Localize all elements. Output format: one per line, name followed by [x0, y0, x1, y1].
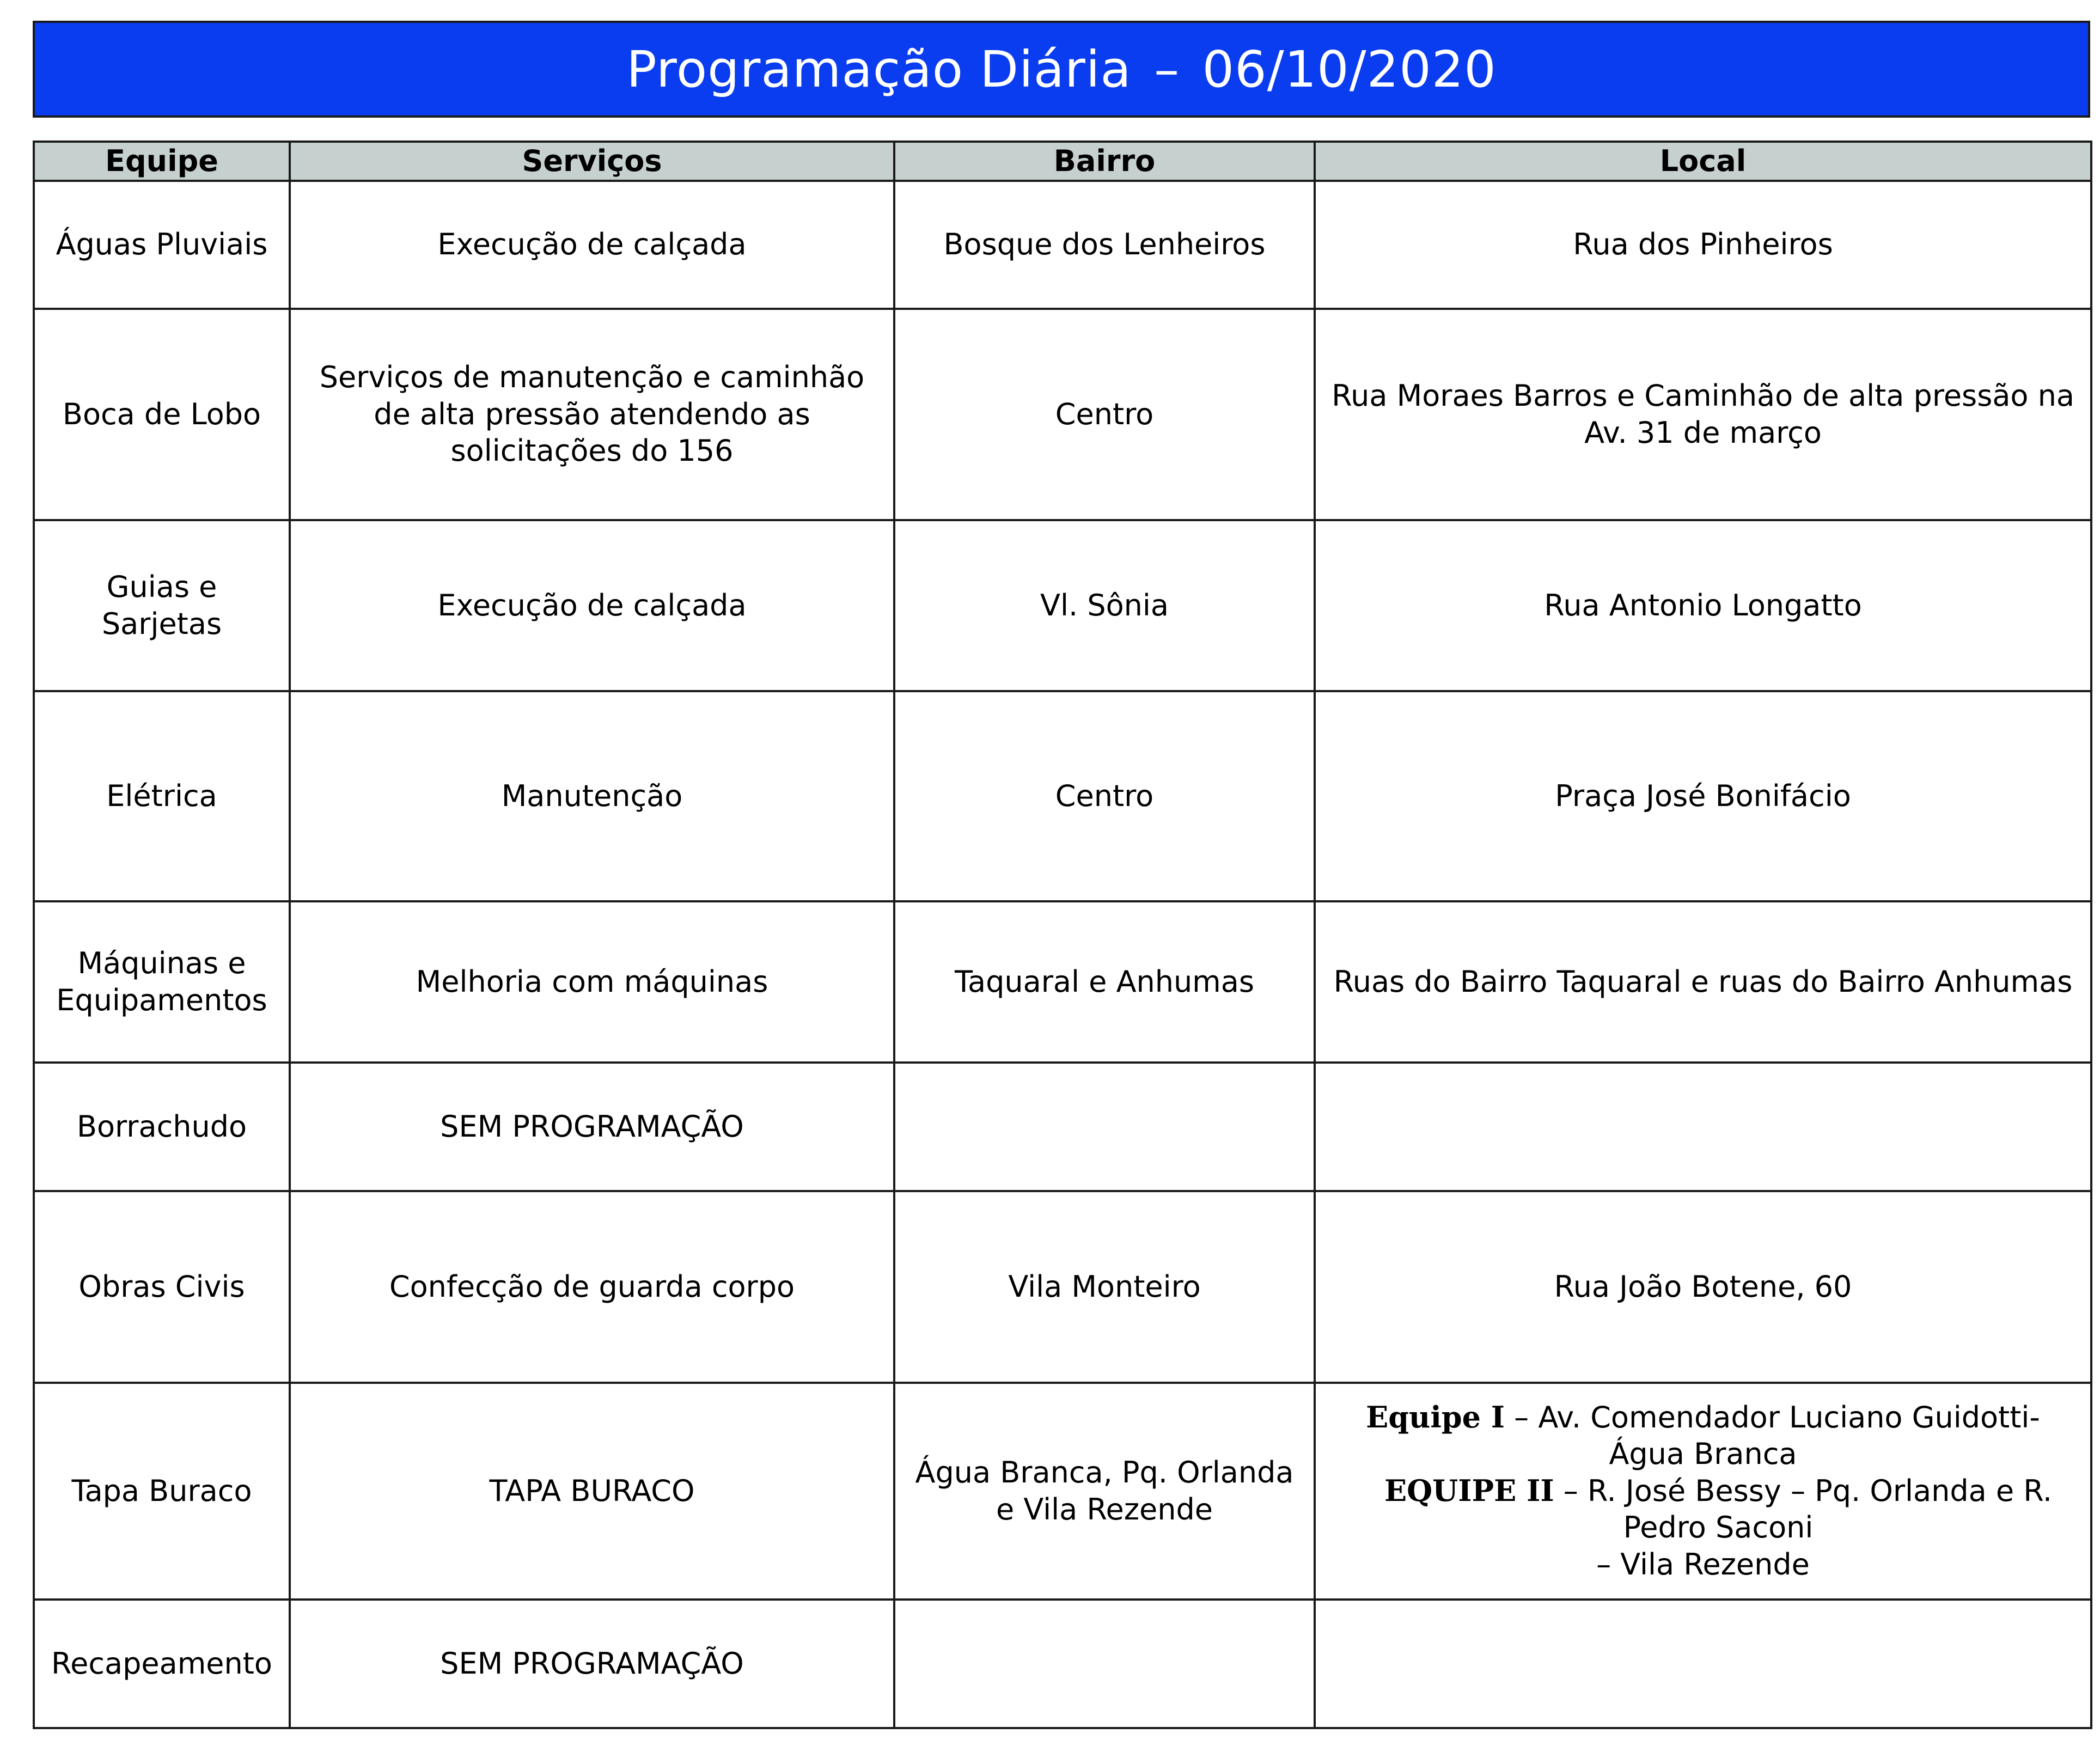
team-1-text: – Av. Comendador Luciano Guidotti- Água Branca: [1505, 1400, 2040, 1472]
cell-servicos: SEM PROGRAMAÇÃO: [290, 1063, 894, 1191]
cell-servicos: Confecção de guarda corpo: [290, 1191, 894, 1383]
team-2-label: EQUIPE II: [1384, 1473, 1554, 1508]
cell-equipe: Guias e Sarjetas: [34, 520, 290, 691]
cell-equipe: Borrachudo: [34, 1063, 290, 1191]
local-team-1: [1324, 1399, 2081, 1473]
table-row: [34, 1191, 2091, 1383]
cell-equipe: Boca de Lobo: [34, 309, 290, 520]
cell-local: Rua Moraes Barros e Caminhão de alta pressão na Av. 31 de março: [1315, 309, 2091, 520]
table-row: [34, 309, 2091, 520]
cell-servicos: Execução de calçada: [290, 520, 894, 691]
cell-equipe: Máquinas e Equipamentos: [34, 901, 290, 1063]
table-header-row: [34, 142, 2091, 181]
column-header-equipe: Equipe: [34, 142, 290, 181]
table-row: [34, 691, 2091, 901]
cell-local: Rua Antonio Longatto: [1315, 520, 2091, 691]
team-1-label: Equipe I: [1366, 1399, 1505, 1435]
column-header-bairro: Bairro: [894, 142, 1315, 181]
table-row: [34, 181, 2091, 309]
cell-servicos: Execução de calçada: [290, 181, 894, 309]
cell-bairro: Taquaral e Anhumas: [894, 901, 1315, 1063]
cell-local: Praça José Bonifácio: [1315, 691, 2091, 901]
schedule-date: 06/10/2020: [1202, 40, 1497, 99]
column-header-servicos: Serviços: [290, 142, 894, 181]
cell-bairro: [894, 1063, 1315, 1191]
cell-equipe: Elétrica: [34, 691, 290, 901]
cell-servicos: TAPA BURACO: [290, 1383, 894, 1600]
cell-equipe: Recapeamento: [34, 1600, 290, 1728]
cell-bairro: Centro: [894, 691, 1315, 901]
cell-servicos: SEM PROGRAMAÇÃO: [290, 1600, 894, 1728]
cell-servicos: Manutenção: [290, 691, 894, 901]
table-row: [34, 1600, 2091, 1728]
cell-local: [1315, 1383, 2091, 1600]
cell-bairro: Vila Monteiro: [894, 1191, 1315, 1383]
schedule-table: [33, 141, 2092, 1729]
page-title: Programação Diária: [626, 40, 1132, 99]
title-separator: –: [1154, 40, 1180, 99]
cell-servicos: Melhoria com máquinas: [290, 901, 894, 1063]
table-row: [34, 901, 2091, 1063]
cell-local: [1315, 1600, 2091, 1728]
cell-equipe: Obras Civis: [34, 1191, 290, 1383]
cell-local: [1315, 1063, 2091, 1191]
local-team-2-tail: – Vila Rezende: [1596, 1547, 1810, 1582]
cell-bairro: Vl. Sônia: [894, 520, 1315, 691]
table-row: [34, 1063, 2091, 1191]
cell-equipe: Águas Pluviais: [34, 181, 290, 309]
cell-local: Rua dos Pinheiros: [1315, 181, 2091, 309]
cell-local: Rua João Botene, 60: [1315, 1191, 2091, 1383]
cell-bairro: Centro: [894, 309, 1315, 520]
table-row: [34, 520, 2091, 691]
page-title-bar: [33, 21, 2090, 118]
team-2-text: – R. José Bessy – Pq. Orlanda e R. Pedro Saconi: [1554, 1473, 2053, 1545]
cell-servicos: Serviços de manutenção e caminhão de alta pressão atendendo as solicitações do 156: [290, 309, 894, 520]
cell-equipe: Tapa Buraco: [34, 1383, 290, 1600]
column-header-local: Local: [1315, 142, 2091, 181]
cell-bairro: Bosque dos Lenheiros: [894, 181, 1315, 309]
cell-bairro: [894, 1600, 1315, 1728]
cell-local: Ruas do Bairro Taquaral e ruas do Bairro Anhumas: [1315, 901, 2091, 1063]
table-row: [34, 1383, 2091, 1600]
local-team-2: [1324, 1473, 2081, 1546]
cell-bairro: Água Branca, Pq. Orlanda e Vila Rezende: [894, 1383, 1315, 1600]
